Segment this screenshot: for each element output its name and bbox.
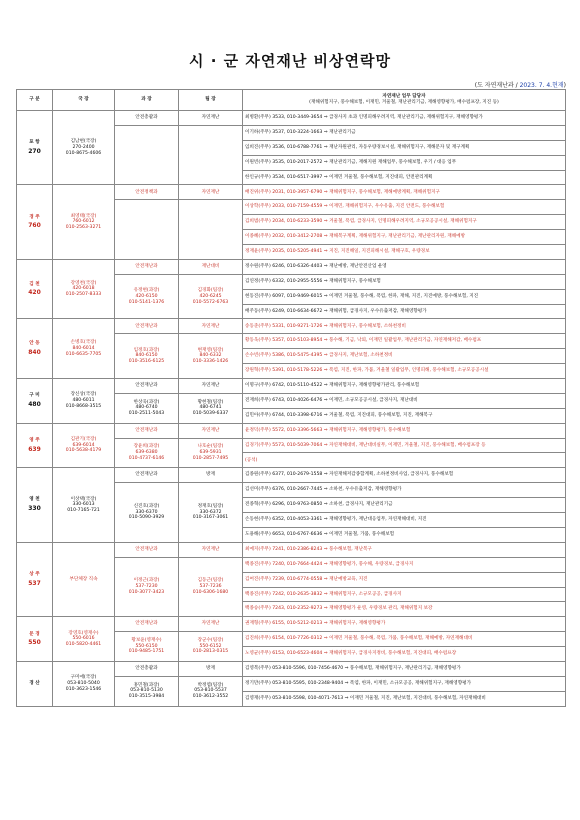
staff-cell: 도용해(주무) 6653, 010-6767-6636 ⇒ 이재민 겨울철, 가뭄, 풍수해보험: [243, 527, 566, 542]
team-name: 자연재난: [179, 379, 243, 394]
team-leader-cell: [179, 200, 243, 260]
staff-cell: 김희범(주무) 2034, 010-6233-3590 ⇒ 겨울철, 폭염, 급경사지, 인명피해우려지역, 소규모공공시설, 재해위험지구: [243, 215, 566, 230]
staff-cell: 백종진(주무) 7240, 010-7664-4424 ⇒ 재해영향평가, 풍수해, 우량경보, 급경사지: [243, 557, 566, 572]
section-chief-cell: 황보윤(영재수) 550-6150 010-9485-1751: [115, 632, 179, 662]
staff-cell: 한인규(주무) 3534, 010-6517-3997 ⇒ 이재민 겨울철, 풍수해보험, 지진대피, 안전관리계획: [243, 170, 566, 185]
staff-cell: 배진위(주무) 2031, 010-3957-6790 ⇒ 재해위험지구, 풍수해보험, 재해예방계획, 재해위험지구: [243, 185, 566, 200]
director-cell: 손병호(국장) 840-6014 010-6635-7705: [53, 319, 115, 379]
staff-cell: 장원혁(주무) 5391, 010-5178-5226 ⇒ 폭염, 지진, 한파, 가뭄, 겨울철 일괄업무, 인명피해, 풍수해보험, 소규모공공시설: [243, 364, 566, 379]
director-cell: 장영호(영재수) 550-6016 010-5820-4461: [53, 617, 115, 662]
section-name: 안전재난과: [115, 542, 179, 557]
staff-cell: 백종승(주무) 7243, 010-2352-9273 ⇒ 재해영향평가 운영, 우량경보 관리, 재해위험지 보강: [243, 602, 566, 617]
region-name: 영 천 330: [17, 468, 53, 542]
team-name: 자연재난: [179, 617, 243, 632]
section-name: 안전재난과: [115, 259, 179, 274]
table-body: [17, 111, 566, 707]
section-chief-cell: 유정현(과장) 420-6150 010-5141-1376: [115, 274, 179, 319]
staff-cell: 손수빈(주무) 5386, 010-5475-4395 ⇒ 급경사지, 재난보험, 소하천정비: [243, 349, 566, 364]
section-name: 안전재난과: [115, 423, 179, 438]
region-name: 김 천 420: [17, 259, 53, 319]
staff-cell: 이종혜(주무) 2032, 010-3412-2708 ⇒ 재해복구계획, 재해위험지구, 재난관리기금, 재난관리자원, 재해예방: [243, 230, 566, 245]
region-name: 경 산: [17, 661, 53, 706]
team-leader-cell: 김동근(팀장) 537-7236 010-6306-1680: [179, 557, 243, 617]
director-cell: 강영천(국장) 420-6018 010-2507-8333: [53, 259, 115, 319]
team-name: 자연재난: [179, 185, 243, 200]
staff-cell: 전종혁(주무) 6296, 010-9763-0850 ⇒ 소하천, 급경사지, 재난관리기금: [243, 498, 566, 513]
region-name: 문 경 550: [17, 617, 53, 662]
section-chief-cell: 장윤희(과장) 639-6380 010-4737-6146: [115, 438, 179, 468]
table-row: [17, 259, 566, 274]
page-title: 시 · 군 자연재난 비상연락망: [189, 52, 391, 70]
staff-cell: 김선미(주무) 6376, 010-2667-7445 ⇒ 소하천, 우수유출저감, 재해영향평가: [243, 483, 566, 498]
team-leader-cell: 박정엽(팀장) 053-810-5537 010-3612-3552: [179, 676, 243, 706]
section-chief-cell: [115, 200, 179, 260]
region-name: 구 미 480: [17, 379, 53, 424]
staff-cell: (공석): [243, 453, 566, 468]
table-row: [17, 379, 566, 394]
section-name: 안전재난과: [115, 379, 179, 394]
team-name: 자연재난: [179, 542, 243, 557]
staff-cell: 임희진(주무) 3536, 010-6788-7761 ⇒ 재난자원관리, 자동우량경보시설, 재해위험지구, 재해문자 및 재구계획: [243, 140, 566, 155]
staff-cell: 정재윤(주무) 2035, 010-5205-4941 ⇒ 지진, 지진해일, 지진피해시설, 재해구호, 우량경보: [243, 245, 566, 260]
staff-cell: 이원빈(주무) 3535, 010-2017-2572 ⇒ 재난관리기금, 재해지원 재해업무, 풍수해보험, 우기 / 대응 업무: [243, 155, 566, 170]
staff-cell: 정기만(주무) 053-810-5595, 010-2348-9404 ⇒ 폭염, 한파, 이재민, 소규모공공, 재해위험지구, 재해영향평가: [243, 676, 566, 691]
team-leader-cell: 김경화(팀장) 420-6245 010-5572-6763: [179, 274, 243, 319]
staff-cell: 노영균(주무) 6153, 010-6523-4604 ⇒ 재해위험지구, 급경사지정비, 풍수해보험, 지진대피, 배수펌프장: [243, 647, 566, 662]
team-leader-cell: 황현철(팀장) 480-6741 010-5039-6337: [179, 393, 243, 423]
section-chief-cell: 임정호(과장) 840-6150 010-3516-6125: [115, 334, 179, 379]
table-row: [17, 111, 566, 126]
section-chief-cell: 신진호(과장) 330-6370 010-5090-3929: [115, 483, 179, 543]
staff-cell: 권재형(주무) 6155, 010-5212-0213 ⇒ 재해위험지구, 재해영향평가: [243, 617, 566, 632]
staff-cell: 정수원(주무) 6246, 010-6326-4403 ⇒ 재난예방, 재난안전산업 운영: [243, 259, 566, 274]
director-cell: 부단체장 직속: [53, 542, 115, 616]
region-name: 안 동 840: [17, 319, 53, 379]
team-leader-cell: [179, 125, 243, 185]
team-name: 자연재난: [179, 319, 243, 334]
contact-table: [16, 89, 566, 707]
table-row: [17, 661, 566, 676]
team-name: 방재: [179, 661, 243, 676]
director-cell: 최영태(국장) 760-6012 010-2563-3271: [53, 185, 115, 259]
staff-cell: 이상학(주무) 2033, 010-7159-4559 ⇒ 이재민, 재해위험지구, 우수유출, 지진 안전도, 풍수해보험: [243, 200, 566, 215]
region-name: 영 주 639: [17, 423, 53, 468]
region-name: 경 주 760: [17, 185, 53, 259]
staff-cell: 배주동(주무) 6249, 010-6634-6672 ⇒ 재해위험, 급경사지, 우수유출저감, 재해영향평가: [243, 304, 566, 319]
table-row: [17, 617, 566, 632]
staff-cell: 황동욱(주무) 5357, 010-5103-8954 ⇒ 풍수해, 기금, 낙뢰, 이재민 일괄업무, 재난관리기금, 자연재해저감, 배수펌프: [243, 334, 566, 349]
staff-cell: 윤정덕(주무) 5572, 010-3396-5663 ⇒ 재해위험지구, 재해영향평가, 풍수해보험: [243, 423, 566, 438]
header-region: 구 분: [17, 90, 53, 111]
region-name: 상 주 537: [17, 542, 53, 616]
table-row: [17, 185, 566, 200]
staff-cell: 백종진(주무) 7242, 010-2635-3832 ⇒ 재해위험지구, 소규모공공, 급경사지: [243, 587, 566, 602]
team-name: 자연재난: [179, 111, 243, 126]
staff-cell: 김여진(주무) 7239, 010-6774-0558 ⇒ 재난예방교육, 지진: [243, 572, 566, 587]
director-cell: 구미애(국장) 053-810-5040 010-3623-1546: [53, 661, 115, 706]
table-row: [17, 423, 566, 438]
header-section: 과 장: [115, 90, 179, 111]
staff-cell: 최예지(주무) 7241, 010-2386-8243 ⇒ 풍수해보험, 재난복구: [243, 542, 566, 557]
staff-cell: 김연정(주무) 6332, 010-2955-5556 ⇒ 재해위험지구, 풍수해보험: [243, 274, 566, 289]
staff-cell: 김민아(주무) 6744, 010-3398-6716 ⇒ 겨울철, 폭염, 지진대피, 풍수해보험, 지진, 재해복구: [243, 408, 566, 423]
section-chief-cell: 이정근(과장) 537-7230 010-3077-3423: [115, 557, 179, 617]
section-name: 안전정책과: [115, 185, 179, 200]
team-name: 방재: [179, 468, 243, 483]
section-chief-cell: [115, 125, 179, 185]
staff-cell: 이명구(주무) 6742, 010-5110-4522 ⇒ 재해위험지구, 재해영향평가관리, 풍수해보험: [243, 379, 566, 394]
team-name: 자연재난: [179, 423, 243, 438]
staff-cell: 김영복(주무) 053-810-5596, 010-7456-4670 ⇒ 풍수해보험, 재해위험지구, 재난관리기금, 재해영향평가: [243, 661, 566, 676]
table-row: [17, 468, 566, 483]
header-staff: 자연재난 업무 담당자 (재해위험지구, 풍수해보험, 이재민, 겨울철, 재난관리기금, 재해영향평가, 배수펌프장, 지진 등): [243, 90, 566, 111]
director-cell: 김남현(국장) 270-2400 010-8675-4606: [53, 111, 115, 185]
section-name: 안전재난과: [115, 319, 179, 334]
team-name: 재난대비: [179, 259, 243, 274]
header-team: 팀 장: [179, 90, 243, 111]
staff-cell: 김진희(주무) 6154, 010-7726-0312 ⇒ 이재민 겨울철, 풍수해, 폭염, 가뭄, 풍수해보험, 재해예방, 자연재해대비: [243, 632, 566, 647]
director-cell: 김관기(국장) 639-6014 010-5638-4179: [53, 423, 115, 468]
team-leader-cell: 변재영(팀장) 840-6332 010-3336-1426: [179, 334, 243, 379]
staff-cell: 송동준(주무) 5331, 010-9271-1726 ⇒ 재해위험지구, 풍수해보험, 소하천정비: [243, 319, 566, 334]
staff-cell: 손동현(주무) 6352, 010-4053-3361 ⇒ 재해영향평가, 재난대응업무, 자연재해대비, 지진: [243, 513, 566, 528]
staff-cell: 이기하(주무) 3537, 010-3224-1663 ⇒ 재난관리기금: [243, 125, 566, 140]
header-director: 국 장: [53, 90, 115, 111]
team-leader-cell: 장군수(팀장) 550-6152 010-2813-0315: [179, 632, 243, 662]
director-cell: 장신상(국장) 480-6011 010-8668-3515: [53, 379, 115, 424]
section-name: 안전재난과: [115, 617, 179, 632]
section-chief-cell: 홍민철(과장) 053-810-5130 010-3515-3984: [115, 676, 179, 706]
staff-cell: 김종원(주무) 6377, 010-2679-1558 ⇒ 자연재해저감종합계획, 소하천정비사업, 급경사지, 풍수해보험: [243, 468, 566, 483]
staff-cell: 김경기(주무) 5573, 010-5039-7064 ⇒ 자연재해대비, 재난대비실무, 이재민, 겨울철, 지진, 풍수해보험, 배수펌프장 등: [243, 438, 566, 453]
region-name: 포 항 270: [17, 111, 53, 185]
section-name: 안전총괄과: [115, 661, 179, 676]
section-name: 안전재난과: [115, 468, 179, 483]
team-leader-cell: 나호순(팀장) 639-5931 010-2857-7495: [179, 438, 243, 468]
table-row: [17, 319, 566, 334]
staff-cell: 전재희(주무) 6743, 010-4026-6476 ⇒ 이재민, 소규모공공시설, 급경사지, 재난대비: [243, 393, 566, 408]
team-leader-cell: 정재호(팀장) 330-6372 010-3167-3061: [179, 483, 243, 543]
table-row: [17, 542, 566, 557]
staff-cell: 현동진(주무) 6097, 010-9469-6015 ⇒ 이재민 겨울철, 풍수해, 폭염, 한파, 재해, 지진, 지진예방, 풍수해보험, 지진: [243, 289, 566, 304]
date-note: (도 자연재난과 / 2023. 7. 4.현재): [474, 82, 566, 89]
section-name: 안전총괄과: [115, 111, 179, 126]
staff-cell: 김영재(주무) 053-810-5598, 010-4071-7613 ⇒ 이재민 겨울철, 지진, 재난보험, 지진대비, 풍수해보험, 자연재해대비: [243, 691, 566, 706]
director-cell: 이상택(국장) 330-6013 010-7165-721: [53, 468, 115, 542]
staff-cell: 최병환(주무) 3533, 010-3449-3654 ⇒ 급경사지 초과 인명피해우려지역, 재난관리기금, 재해위험지구, 재해영향평가: [243, 111, 566, 126]
section-chief-cell: 한상욱(과장) 480-6740 010-2511-5043: [115, 393, 179, 423]
